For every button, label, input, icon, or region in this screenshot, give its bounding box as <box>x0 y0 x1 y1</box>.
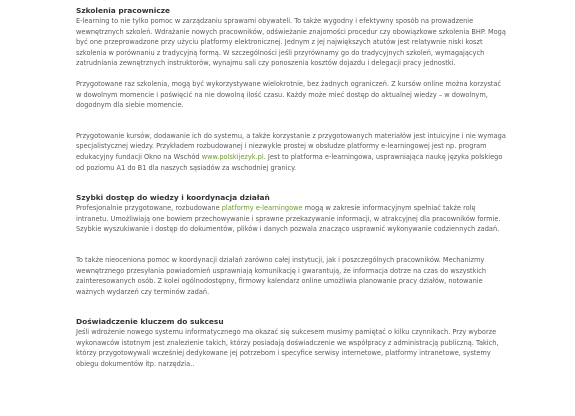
section-heading-doswiadczenie: Doświadczenie kluczem do sukcesu <box>76 317 224 327</box>
paragraph-course-prep <box>76 131 506 173</box>
paragraph-coordination: To także nieoceniona pomoc w koordynacji działań zarówno całej instytucji, jak i poszczególnych pracowników. Mechanizmy wewnętrznego przesyłania powiadomień usprawniają komunikację i gwarantują, że informacja dotrze na czas do wszystkich zainteresowanych osób. Z kolei ogólnodostępny, firmowy kalendarz online umożliwia planowanie pracy działów, notowanie ważnych wydarzeń czy terminów zadań. <box>76 255 487 296</box>
paragraph-elearning-intro: E-learning to nie tylko pomoc w zarządzaniu sprawami obywateli. To także wygodny i efektywny sposób na prowadzenie wewnętrznych szkoleń. Wdrażanie nowych pracowników, odświeżanie znajomości procedur czy obowiązkowe szkolenia BHP. Mogą być one przeprowadzone przy użyciu platformy elektronicznej. Jednym z jej największych atutów jest relatywnie niski koszt szkolenia w porównaniu z tradycyjną formą. W szczególności jeśli przyrównamy go do tradycyjnych szkoleń, wymagających zatrudniania zewnętrznych instruktorów, wynajmu sali czy ponoszenia kosztów dojazdu i delegacji pracy jednostki. <box>76 17 506 68</box>
paragraph-course-prep-text-b: . Jest to platforma e-learningowa, usprawniająca naukę języka polskiego od poziomu A1 do B1 dla naszych sąsiadów za wschodniej granicy. <box>76 152 503 172</box>
section-heading-szybki-dostep: Szybki dostęp do wiedzy i koordynacja działań <box>76 193 270 203</box>
paragraph-reuse: Przygotowane raz szkolenia, mogą być wykorzystywane wielokrotnie, bez żadnych ograniczeń. Z kursów online można korzystać w dowolnym momencie i poświęcić na nie dowolną ilość czasu. Każdy może mieć dostęp do aktualnej wiedzy – w dowolnym, dogodnym dla siebie momencie. <box>76 79 502 110</box>
paragraph-experience: Jeśli wdrożenie nowego systemu informatycznego ma okazać się sukcesem musimy pamiętać o kilku czynnikach. Przy wyborze wykonawców istotnym jest znalezienie takich, którzy posiadają doświadczenie we współpracy z administracją publiczną. Takich, którzy przygotowywali wcześniej dedykowane jej potrzebom i specyfice serwisy internetowe, platformy intranetowe, systemy obiegu dokumentów itp. narzędzia.. <box>76 328 499 369</box>
paragraph-intranet-text-b: mogą w zakresie informacyjnym spełniać także rolę intranetu. Umożliwiają one bowiem przechowywanie i sprawne przekazywanie informacji, w atrakcyjnej dla pracowników formie. Szybkie wyszukiwanie i dostęp do dokumentów, plików i danych pozwala znacząco usprawnić wykonywanie codziennych zadań. <box>76 204 501 234</box>
link-polskijezyk[interactable]: www.polskijezyk.pl <box>201 152 264 161</box>
link-platformy-elearningowe[interactable]: platformy e-learningowe <box>221 204 303 213</box>
paragraph-intranet <box>76 203 506 235</box>
paragraph-intranet-text-a: Profesjonalnie przygotowane, rozbudowane <box>76 204 222 213</box>
section-heading-szkolenia: Szkolenia pracownicze <box>76 6 171 15</box>
article-content <box>76 6 506 370</box>
paragraph-course-prep-text-a: Przygotowanie kursów, dodawanie ich do systemu, a także korzystanie z przygotowanych materiałów jest intuicyjne i nie wymaga specjalistycznej wiedzy. Przykładem rozbudowanej i niezwykle prostej w obsłudze platformy e-learningowej jest np. program edukacyjny fundacji Okno na Wschód <box>76 131 506 161</box>
